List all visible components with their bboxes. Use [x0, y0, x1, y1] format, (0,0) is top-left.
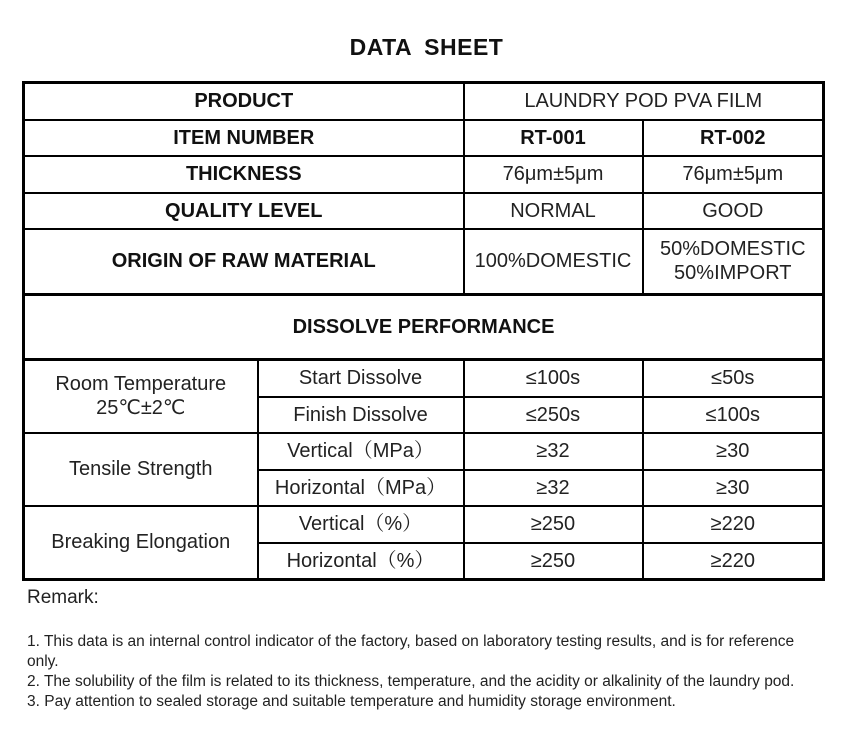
origin-label: ORIGIN OF RAW MATERIAL [24, 229, 464, 295]
product-value: LAUNDRY POD PVA FILM [464, 83, 824, 120]
remark-note: 2. The solubility of the film is related to its thickness, temperature, and the acidity or alkalinity of the laundry pod. [27, 673, 795, 690]
item-number-rt001: RT-001 [464, 120, 643, 156]
origin-rt002-line1: 50%DOMESTIC [659, 238, 806, 261]
quality-level-label: QUALITY LEVEL [24, 193, 464, 229]
perf-row [24, 360, 824, 397]
room-temp-label [24, 360, 258, 433]
remark-label: Remark: [27, 587, 99, 608]
perf-rt002: ≥220 [643, 506, 824, 543]
perf-rt001: ≥250 [464, 543, 643, 580]
thickness-label: THICKNESS [24, 156, 464, 193]
perf-sub-label: Vertical（MPa） [258, 433, 464, 470]
thickness-rt002: 76μm±5μm [643, 156, 824, 193]
perf-sub-label: Horizontal（MPa） [258, 470, 464, 506]
perf-rt001: ≤250s [464, 397, 643, 433]
perf-sub-label: Start Dissolve [258, 360, 464, 397]
perf-rt001: ≥32 [464, 470, 643, 506]
perf-rt001: ≥250 [464, 506, 643, 543]
remark-notes [27, 632, 817, 712]
perf-rt001: ≥32 [464, 433, 643, 470]
perf-sub-label: Finish Dissolve [258, 397, 464, 433]
item-number-rt002: RT-002 [643, 120, 824, 156]
origin-row [24, 229, 824, 295]
product-row [24, 83, 824, 120]
perf-row [24, 433, 824, 470]
origin-rt002 [643, 229, 824, 295]
section-row [24, 295, 824, 360]
perf-rt002: ≥30 [643, 433, 824, 470]
quality-level-rt002: GOOD [643, 193, 824, 229]
perf-rt002: ≥30 [643, 470, 824, 506]
perf-rt002: ≤50s [643, 360, 824, 397]
quality-level-row [24, 193, 824, 229]
data-sheet-table [22, 81, 825, 581]
remark-note: 3. Pay attention to sealed storage and suitable temperature and humidity storage environment. [27, 693, 676, 710]
origin-rt002-line2: 50%IMPORT [674, 262, 792, 285]
item-number-row [24, 120, 824, 156]
perf-rt002: ≤100s [643, 397, 824, 433]
thickness-row [24, 156, 824, 193]
room-temp-label-line2: 25℃±2℃ [96, 397, 186, 420]
elongation-label: Breaking Elongation [24, 506, 258, 580]
item-number-label: ITEM NUMBER [24, 120, 464, 156]
quality-level-rt001: NORMAL [464, 193, 643, 229]
perf-sub-label: Horizontal（%） [258, 543, 464, 580]
section-title: DISSOLVE PERFORMANCE [24, 295, 824, 360]
perf-rt002: ≥220 [643, 543, 824, 580]
perf-rt001: ≤100s [464, 360, 643, 397]
thickness-rt001: 76μm±5μm [464, 156, 643, 193]
room-temp-label-line1: Room Temperature [55, 373, 227, 396]
page-title: DATA SHEET [349, 34, 504, 60]
product-label: PRODUCT [24, 83, 464, 120]
perf-row [24, 506, 824, 543]
remark-note: 1. This data is an internal control indicator of the factory, based on laboratory testing results, and is for reference only. [27, 633, 795, 670]
tensile-label: Tensile Strength [24, 433, 258, 506]
origin-rt001: 100%DOMESTIC [464, 229, 643, 295]
perf-sub-label: Vertical（%） [258, 506, 464, 543]
